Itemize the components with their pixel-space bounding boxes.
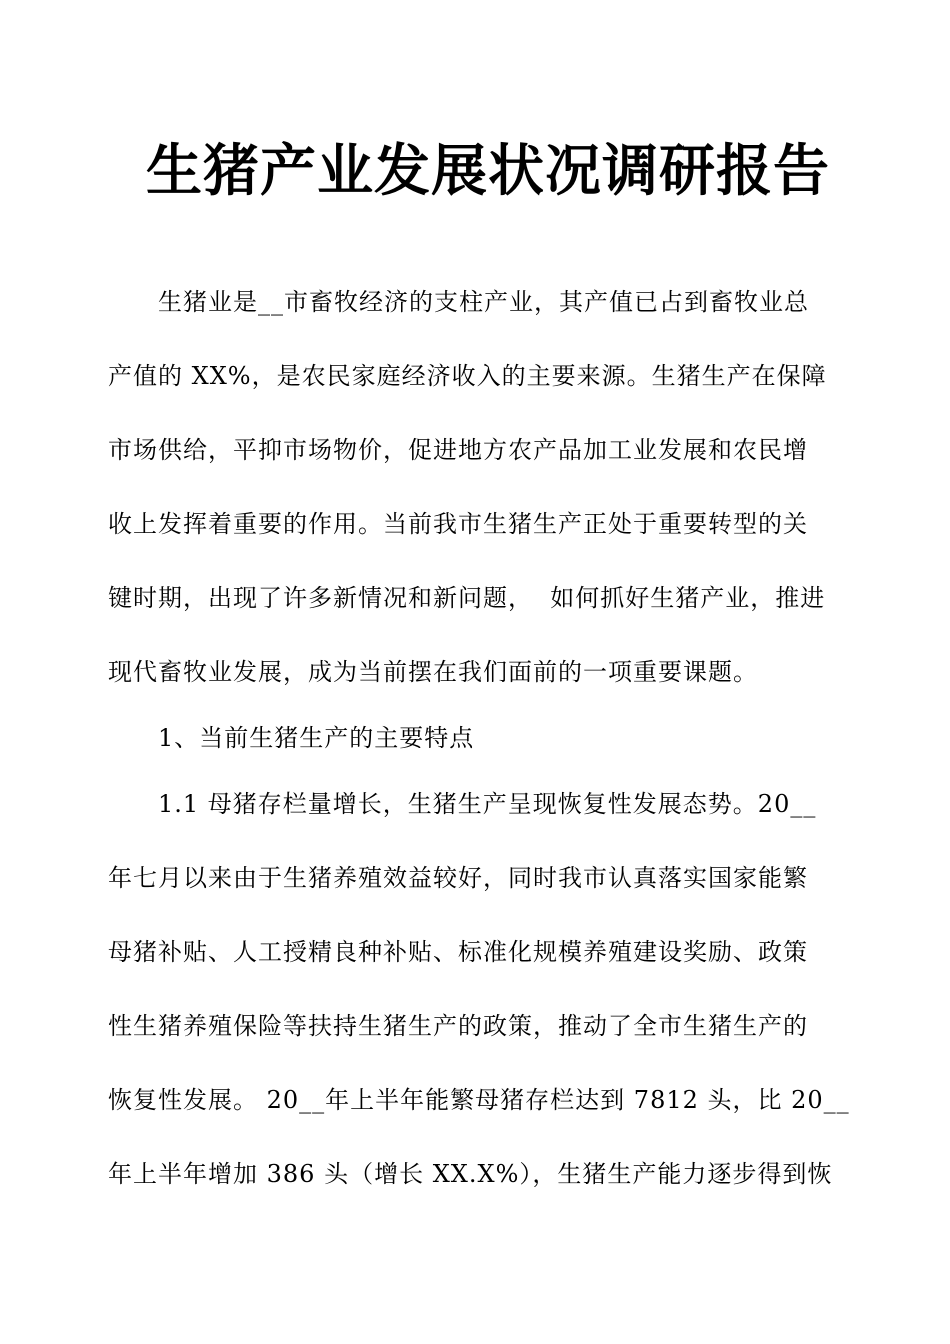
paragraph-line: 性生猪养殖保险等扶持生猪生产的政策，推动了全市生猪生产的	[108, 1012, 808, 1040]
paragraph-line: 母猪补贴、人工授精良种补贴、标准化规模养殖建设奖励、政策	[108, 938, 808, 966]
paragraph-line: 年上半年增加 386 头（增长 XX.X%），生猪生产能力逐步得到恢	[108, 1160, 833, 1188]
document-title: 生猪产业发展状况调研报告	[146, 139, 830, 204]
paragraph-line: 年七月以来由于生猪养殖效益较好，同时我市认真落实国家能繁	[108, 864, 808, 892]
paragraph-line: 恢复性发展。 20__年上半年能繁母猪存栏达到 7812 头，比 20__	[108, 1086, 850, 1114]
paragraph-line: 现代畜牧业发展，成为当前摆在我们面前的一项重要课题。	[108, 658, 758, 686]
paragraph-line: 生猪业是__市畜牧经济的支柱产业，其产值已占到畜牧业总	[108, 288, 809, 316]
paragraph-line: 市场供给，平抑市场物价，促进地方农产品加工业发展和农民增	[108, 436, 808, 464]
paragraph-line: 产值的 XX%，是农民家庭经济收入的主要来源。生猪生产在保障	[108, 362, 827, 390]
paragraph-line: 收上发挥着重要的作用。当前我市生猪生产正处于重要转型的关	[108, 510, 808, 538]
paragraph-line: 1.1 母猪存栏量增长，生猪生产呈现恢复性发展态势。20__	[108, 790, 817, 818]
section-heading: 1、当前生猪生产的主要特点	[108, 724, 475, 752]
paragraph-line: 键时期，出现了许多新情况和新问题， 如何抓好生猪产业，推进	[108, 584, 826, 612]
